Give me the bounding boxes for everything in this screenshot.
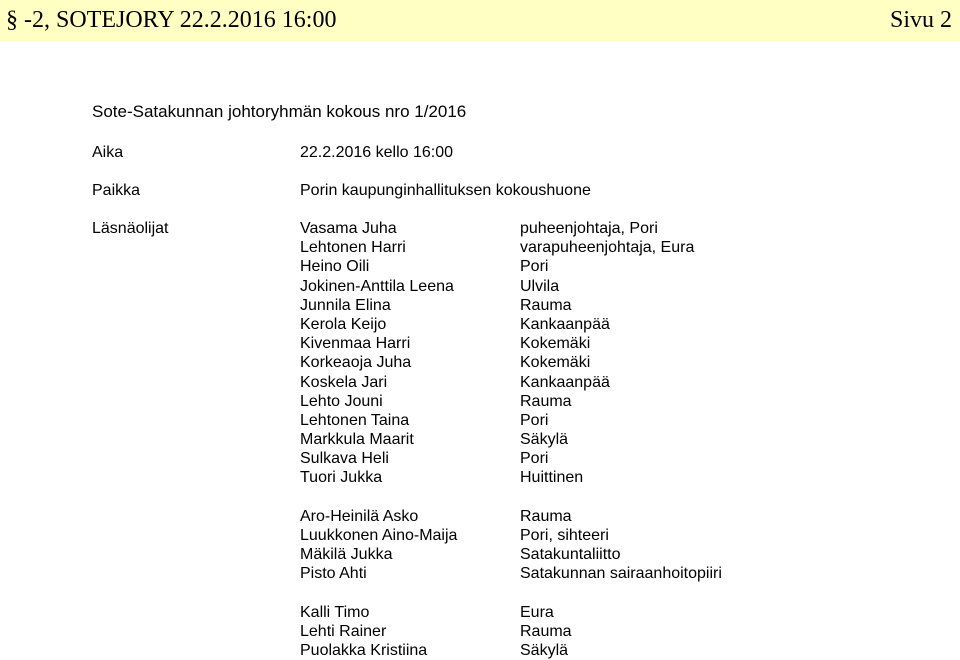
attendee-role: Pori	[520, 258, 549, 276]
attendee-role: Säkylä	[520, 642, 569, 660]
attendee-role: Kankaanpää	[520, 373, 610, 391]
attendee-row	[300, 334, 780, 353]
attendee-row	[300, 296, 780, 315]
attendee-name: Kalli Timo	[300, 603, 370, 621]
attendee-row	[300, 315, 780, 334]
attendee-name: Junnila Elina	[300, 296, 391, 314]
attendee-name: Puolakka Kristiina	[300, 642, 428, 660]
attendee-row	[300, 257, 780, 276]
attendee-name: Sulkava Heli	[300, 450, 389, 468]
attendee-row	[300, 238, 780, 257]
attendee-name: Luukkonen Aino-Maija	[300, 527, 458, 544]
attendee-row	[300, 526, 780, 545]
attendee-role: Rauma	[520, 507, 572, 525]
attendee-row	[300, 411, 780, 430]
attendee-name: Jokinen-Anttila Leena	[300, 277, 454, 295]
attendee-name: Lehtonen Harri	[300, 239, 406, 257]
attendee-role: Kokemäki	[520, 354, 591, 372]
attendee-name: Mäkilä Jukka	[300, 546, 393, 564]
document-title: Sote-Satakunnan johtoryhmän kokous nro 1/2016	[92, 102, 467, 121]
attendee-role: Pori	[520, 450, 549, 468]
attendee-row	[300, 641, 780, 660]
attendee-role: Kokemäki	[520, 335, 591, 353]
header-page-number: Sivu 2	[889, 7, 952, 33]
attendee-role: Satakunnan sairaanhoitopiiri	[520, 565, 722, 583]
attendee-row	[300, 392, 780, 411]
attendee-name: Tuori Jukka	[300, 469, 383, 487]
attendee-row	[300, 468, 780, 487]
attendee-name: Vasama Juha	[300, 220, 397, 237]
attendee-name: Kerola Keijo	[300, 315, 387, 333]
attendee-row	[300, 277, 780, 296]
attendee-role: Rauma	[520, 392, 572, 410]
attendee-role: Pori, sihteeri	[520, 527, 609, 544]
aika-label: Aika	[92, 144, 124, 161]
aika-value: 22.2.2016 kello 16:00	[300, 144, 454, 161]
attendee-row	[300, 622, 780, 641]
attendee-row	[300, 507, 780, 526]
attendee-role: Rauma	[520, 622, 572, 640]
attendee-row	[300, 564, 780, 583]
lasnaolijat-label: Läsnäolijat	[92, 220, 169, 237]
paikka-label: Paikka	[92, 182, 141, 199]
attendee-row	[300, 219, 780, 238]
attendee-name: Lehti Rainer	[300, 622, 387, 640]
attendee-name: Kivenmaa Harri	[300, 335, 411, 353]
attendee-role: Pori	[520, 411, 549, 429]
attendee-name: Aro-Heinilä Asko	[300, 507, 419, 525]
attendee-role: Kankaanpää	[520, 315, 610, 333]
attendee-role: Säkylä	[520, 431, 569, 449]
attendee-row	[300, 603, 780, 622]
attendee-name: Korkeaoja Juha	[300, 354, 412, 372]
attendee-role: varapuheenjohtaja, Eura	[520, 239, 695, 257]
header-section-reference: § -2, SOTEJORY 22.2.2016 16:00	[6, 7, 337, 33]
attendee-role: Satakuntaliitto	[520, 546, 621, 564]
attendee-role: Huittinen	[520, 469, 584, 487]
attendee-row	[300, 449, 780, 468]
attendee-role: Eura	[520, 603, 554, 621]
attendee-role: Ulvila	[520, 277, 560, 295]
attendee-name: Pisto Ahti	[300, 565, 367, 583]
attendee-role: puheenjohtaja, Pori	[520, 220, 658, 237]
attendee-name: Koskela Jari	[300, 373, 388, 391]
attendee-row	[300, 430, 780, 449]
attendee-row	[300, 545, 780, 564]
attendee-role: Rauma	[520, 296, 572, 314]
attendee-row	[300, 373, 780, 392]
attendee-list	[300, 219, 780, 660]
attendee-name: Lehto Jouni	[300, 392, 383, 410]
attendee-name: Heino Oili	[300, 258, 370, 276]
page-header	[0, 0, 960, 41]
attendee-name: Markkula Maarit	[300, 431, 414, 449]
attendee-name: Lehtonen Taina	[300, 411, 410, 429]
attendee-row	[300, 353, 780, 372]
paikka-value: Porin kaupunginhallituksen kokoushuone	[300, 182, 591, 199]
